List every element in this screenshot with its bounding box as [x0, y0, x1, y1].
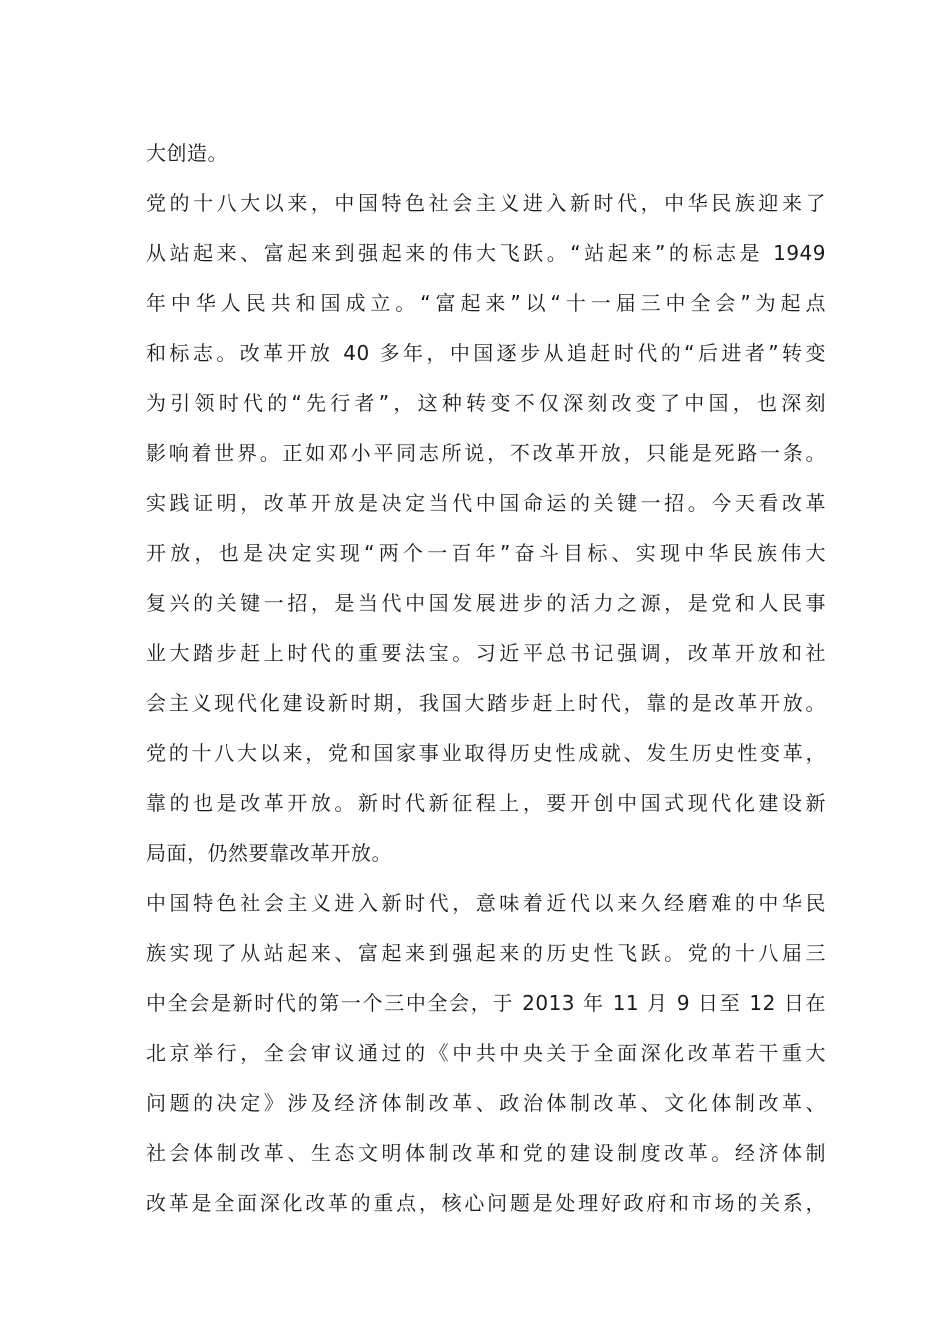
- text-line: 族实现了从站起来、富起来到强起来的历史性飞跃。党的十八届三: [146, 941, 826, 965]
- text-line: 复兴的关键一招，是当代中国发展进步的活力之源，是党和人民事: [146, 591, 826, 615]
- text-line: 实践证明，改革开放是决定当代中国命运的关键一招。今天看改革: [146, 491, 826, 515]
- text-line: 社会体制改革、生态文明体制改革和党的建设制度改革。经济体制: [146, 1141, 826, 1165]
- text-line: 和标志。改革开放 40 多年，中国逐步从追赶时代的“后进者”转变: [146, 341, 826, 365]
- text-line: 党的十八大以来，党和国家事业取得历史性成就、发生历史性变革，: [146, 741, 826, 765]
- text-line: 局面，仍然要靠改革开放。: [146, 841, 392, 865]
- text-line: 从站起来、富起来到强起来的伟大飞跃。“站起来”的标志是 1949: [146, 241, 826, 265]
- text-line: 靠的也是改革开放。新时代新征程上，要开创中国式现代化建设新: [146, 791, 826, 815]
- text-line: 业大踏步赶上时代的重要法宝。习近平总书记强调，改革开放和社: [146, 641, 826, 665]
- text-line: 为引领时代的“先行者”，这种转变不仅深刻改变了中国，也深刻: [146, 391, 826, 415]
- text-line: 大创造。: [146, 141, 228, 165]
- text-line: 开放，也是决定实现“两个一百年”奋斗目标、实现中华民族伟大: [146, 541, 826, 565]
- text-line: 中国特色社会主义进入新时代，意味着近代以来久经磨难的中华民: [146, 891, 826, 915]
- text-line: 中全会是新时代的第一个三中全会，于 2013 年 11 月 9 日至 12 日在: [146, 991, 826, 1015]
- text-line: 问题的决定》涉及经济体制改革、政治体制改革、文化体制改革、: [146, 1091, 826, 1115]
- body-text: [146, 128, 826, 1228]
- text-line: 会主义现代化建设新时期，我国大踏步赶上时代，靠的是改革开放。: [146, 691, 826, 715]
- text-line: 改革是全面深化改革的重点，核心问题是处理好政府和市场的关系，: [146, 1191, 826, 1215]
- text-line: 党的十八大以来，中国特色社会主义进入新时代，中华民族迎来了: [146, 191, 826, 215]
- text-line: 影响着世界。正如邓小平同志所说，不改革开放，只能是死路一条。: [146, 441, 826, 465]
- text-line: 北京举行，全会审议通过的《中共中央关于全面深化改革若干重大: [146, 1041, 826, 1065]
- text-line: 年中华人民共和国成立。“富起来”以“十一届三中全会”为起点: [146, 291, 826, 315]
